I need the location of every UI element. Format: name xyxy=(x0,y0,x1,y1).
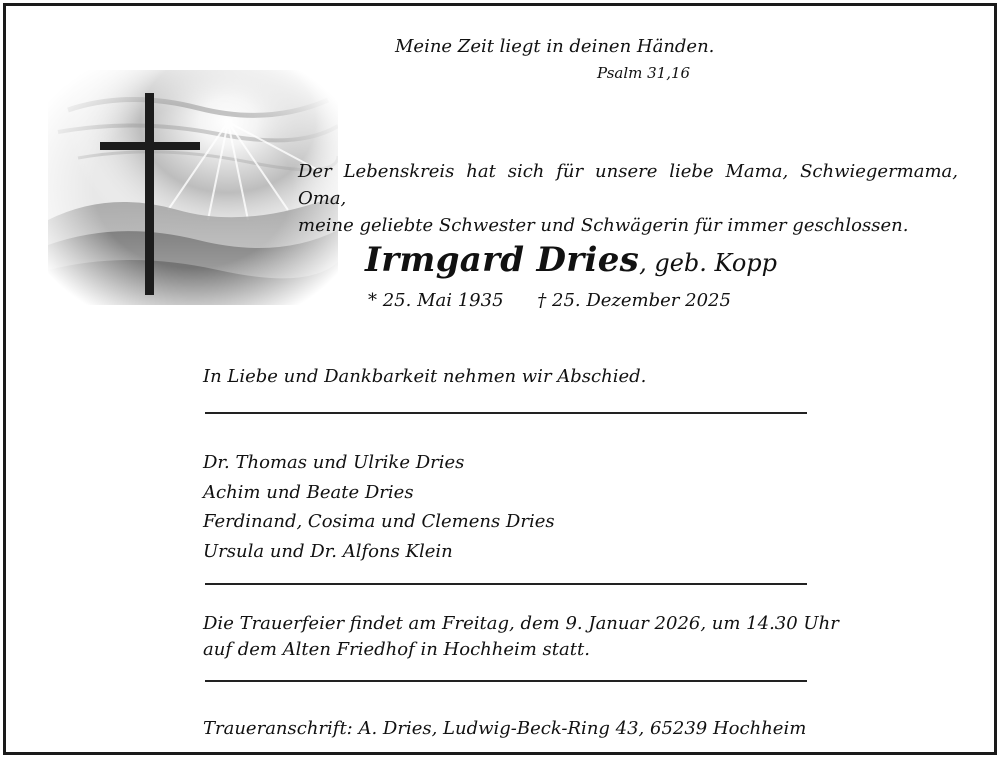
death-date: † 25. Dezember 2025 xyxy=(537,290,731,311)
ceremony-line-1: Die Trauerfeier findet am Freitag, dem 9. Januar 2026, um 14.30 Uhr xyxy=(203,613,839,634)
life-dates xyxy=(368,290,731,311)
family-member: Achim und Beate Dries xyxy=(203,481,414,503)
verse-reference: Psalm 31,16 xyxy=(597,64,691,82)
farewell-text: In Liebe und Dankbarkeit nehmen wir Abschied. xyxy=(203,366,647,387)
intro-text xyxy=(298,158,958,239)
birth-date: * 25. Mai 1935 xyxy=(368,290,504,311)
bible-verse: Meine Zeit liegt in deinen Händen. xyxy=(395,36,715,57)
ceremony-info xyxy=(203,611,839,663)
deceased-name-line xyxy=(365,240,777,280)
divider xyxy=(205,583,807,585)
divider xyxy=(205,680,807,682)
maiden-name: , geb. Kopp xyxy=(639,249,778,277)
deceased-name: Irmgard Dries xyxy=(365,240,640,280)
intro-line-2: meine geliebte Schwester und Schwägerin für immer geschlossen. xyxy=(298,215,909,236)
ceremony-line-2: auf dem Alten Friedhof in Hochheim statt. xyxy=(203,639,590,660)
mourning-address: Traueranschrift: A. Dries, Ludwig-Beck-Ring 43, 65239 Hochheim xyxy=(203,718,807,739)
family-member: Ferdinand, Cosima und Clemens Dries xyxy=(203,511,555,532)
cross-landscape-icon xyxy=(48,70,338,305)
family-member: Dr. Thomas und Ulrike Dries xyxy=(203,452,465,473)
family-member: Ursula und Dr. Alfons Klein xyxy=(203,540,453,562)
family-list xyxy=(203,448,555,566)
divider xyxy=(205,412,807,414)
intro-line-1: Der Lebenskreis hat sich für unsere liebe Mama, Schwiegermama, Oma, xyxy=(298,161,958,209)
